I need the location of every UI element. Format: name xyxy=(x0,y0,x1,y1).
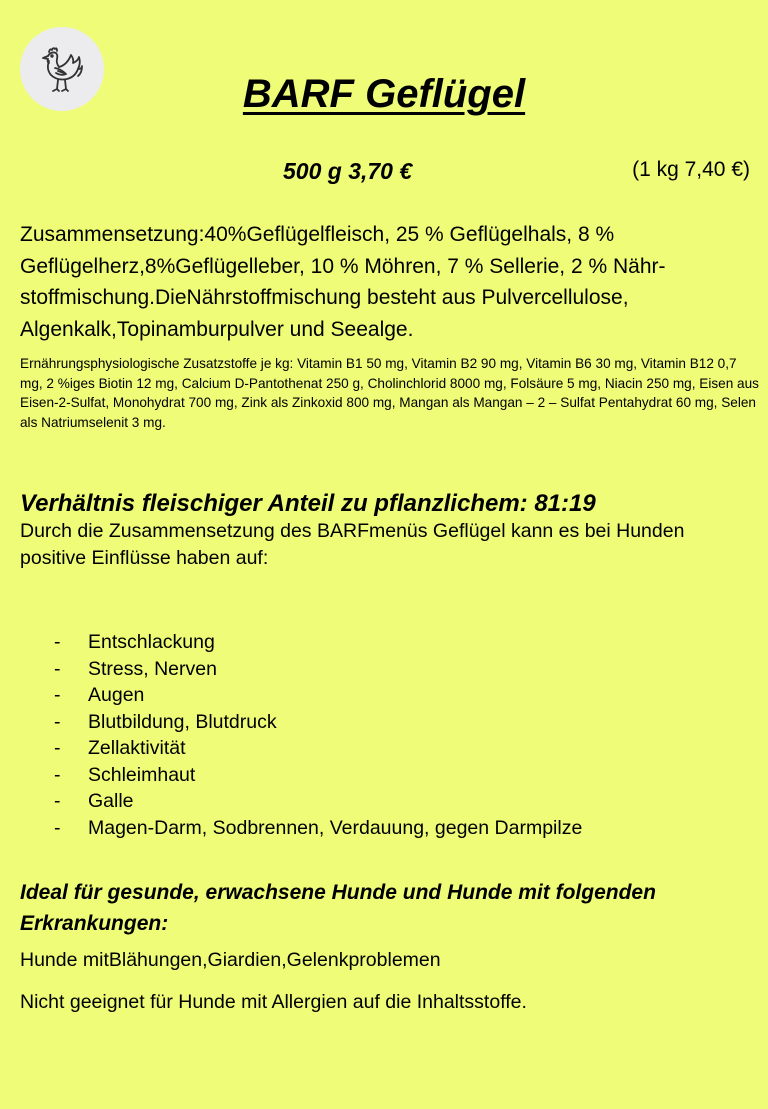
composition-text: Zusammensetzung:40%Geflügelfleisch, 25 % Geflügelhals, 8 % Geflügelherz,8%Geflügelleber, 10 % Möhren, 7 % Sellerie, 2 % Nähr-stoffmischung.DieNährstoffmischung besteht aus Pulvercellulose, Algenkalk,Topinamburpulver und Seealge. xyxy=(20,223,666,341)
list-item-label: Augen xyxy=(88,684,145,706)
price-per-kg: (1 kg 7,40 €) xyxy=(632,158,750,181)
ideal-heading: Ideal für gesunde, erwachsene Hunde und Hunde mit folgenden Erkrankungen: xyxy=(20,881,656,935)
price-500g: 500 g 3,70 € xyxy=(283,158,413,184)
ratio-heading: Verhältnis fleischiger Anteil zu pflanzlichem: 81:19 xyxy=(20,490,596,517)
benefits-list xyxy=(20,629,582,841)
list-item xyxy=(20,735,582,762)
list-item xyxy=(20,788,582,815)
bullet-dash: - xyxy=(54,710,61,733)
list-item xyxy=(20,656,582,683)
not-suitable-text: Nicht geeignet für Hunde mit Allergien auf die Inhaltsstoffe. xyxy=(20,991,527,1013)
list-item xyxy=(20,709,582,736)
list-item-label: Magen-Darm, Sodbrennen, Verdauung, gegen Darmpilze xyxy=(88,816,583,839)
bullet-dash: - xyxy=(54,763,61,786)
ratio-text: Durch die Zusammensetzung des BARFmenüs Geflügel kann es bei Hunden positive Einflüsse haben auf: xyxy=(20,520,685,569)
additives-text: Ernährungsphysiologische Zusatzstoffe je kg: Vitamin B1 50 mg, Vitamin B2 90 mg, Vitamin B6 30 mg, Vitamin B12 0,7 mg, 2 %iges Biotin 12 mg, Calcium D-Pantothenat 250 g, Cholinchlorid 8000 mg, Folsäure 5 mg, Niacin 250 mg, Eisen aus Eisen-2-Sulfat, Monohydrat 700 mg, Zink als Zinkoxid 800 mg, Mangan als Mangan – 2 – Sulfat Pentahydrat 60 mg, Selen als Natriumselenit 3 mg. xyxy=(20,356,759,430)
list-item-label: Entschlackung xyxy=(88,631,215,653)
list-item-label: Stress, Nerven xyxy=(88,657,217,680)
list-item-label: Blutbildung, Blutdruck xyxy=(88,710,277,733)
list-item xyxy=(20,815,582,842)
ideal-text: Hunde mitBlähungen,Giardien,Gelenkproblemen xyxy=(20,949,441,971)
bullet-dash: - xyxy=(54,684,61,706)
list-item-label: Galle xyxy=(88,790,134,812)
bullet-dash: - xyxy=(54,816,61,839)
list-item-label: Zellaktivität xyxy=(88,737,186,759)
bullet-dash: - xyxy=(54,631,61,653)
list-item-label: Schleimhaut xyxy=(88,763,196,786)
page-title: BARF Geflügel xyxy=(242,72,526,116)
list-item xyxy=(20,629,582,656)
list-item xyxy=(20,682,582,709)
bullet-dash: - xyxy=(54,737,61,759)
bullet-dash: - xyxy=(54,790,61,812)
list-item xyxy=(20,762,582,789)
bullet-dash: - xyxy=(54,657,61,680)
